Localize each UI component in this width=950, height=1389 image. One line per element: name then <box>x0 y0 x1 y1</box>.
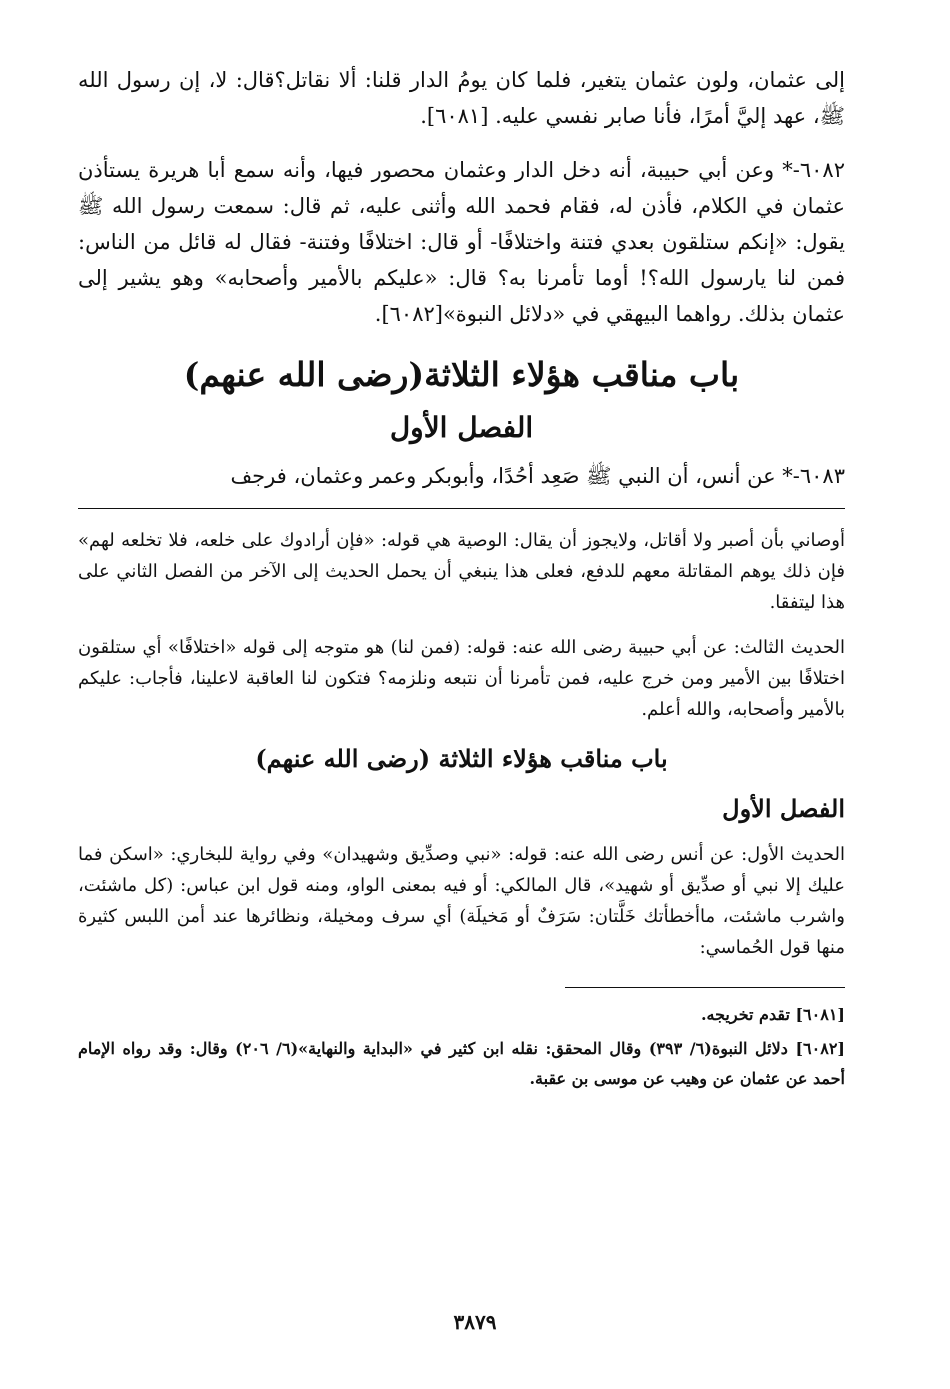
section-title: الفصل الأول <box>389 411 534 444</box>
commentary-paragraph: الحديث الأول: عن أنس رضى الله عنه: قوله: «نبي وصدِّيق وشهيدان» وفي رواية للبخاري: «اسكن فما عليك إلا نبي أو صدِّيق أو شهيد»، قال المالكي: أو فيه بمعنى الواو، ومنه قول ابن عباس: (كل ماشئت، واشرب ماشئت، ماأخطأتك خَلَّتان: سَرَفٌ أو مَخيلَة) أي سرف ومخيلة، ونظائرها عند أمن اللبس كثيرة منها قول الحُماسي: <box>78 844 845 958</box>
commentary-chapter-title: باب مناقب هؤلاء الثلاثة (رضى الله عنهم) <box>255 744 668 773</box>
footnote-6082: [٦٠٨٢] دلائل النبوة(٦/ ٣٩٣) وقال المحقق: نقله ابن كثير في «البداية والنهاية»(٦/ ٢٠٦) وقال: وقد رواه الإمام أحمد عن عثمان عن وهيب عن موسى بن عقبة. <box>78 1039 845 1088</box>
page-number: ٣٨٧٩ <box>453 1310 497 1334</box>
footnote-6081: [٦٠٨١] تقدم تخريجه. <box>700 1005 845 1024</box>
hadith-paragraph-6082: ٦٠٨٢-* وعن أبي حبيبة، أنه دخل الدار وعثمان محصور فيها، وأنه سمع أبا هريرة يستأذن عثمان في الكلام، فأذن له، فقام فحمد الله وأثنى عليه، ثم قال: سمعت رسول الله ﷺ يقول: «إنكم ستلقون بعدي فتنة واختلافًا- أو قال: اختلافًا وفتنة- فقال له قائل من الناس: فمن لنا يارسول الله؟! أوما تأمرنا به؟ قال: «عليكم بالأمير وأصحابه» وهو يشير إلى عثمان بذلك. رواهما البيهقي في «دلائل النبوة»[٦٠٨٢]. <box>78 158 845 326</box>
chapter-title: باب مناقب هؤلاء الثلاثة(رضى الله عنهم) <box>183 355 740 394</box>
footnotes <box>78 1000 845 1094</box>
footnote-divider <box>565 987 845 988</box>
commentary-text <box>78 525 845 963</box>
hadith-paragraph-6083: ٦٠٨٣-* عن أنس، أن النبي ﷺ صَعِد أحُدًا، وأبوبكر وعمر وعثمان، فرجف <box>230 464 845 488</box>
commentary-divider <box>78 508 845 509</box>
commentary-paragraph: الحديث الثالث: عن أبي حبيبة رضى الله عنه: قوله: (فمن لنا) هو متوجه إلى قوله «اختلافًا» أي ستلقون اختلافًا بين الأمير ومن خرج عليه، فمن تأمرنا أن نتبعه ونلزمه؟ فتكون لنا العاقبة لاعلينا، فأجاب: عليكم بالأمير وأصحابه، والله أعلم. <box>78 637 845 720</box>
hadith-paragraph-continuation: إلى عثمان، ولون عثمان يتغير، فلما كان يومُ الدار قلنا: ألا نقاتل؟قال: لا، إن رسول الله ﷺ، عهد إليَّ أمرًا، فأنا صابر نفسي عليه. [٦٠٨١]. <box>78 68 845 128</box>
main-text <box>78 62 845 494</box>
commentary-paragraph: أوصاني بأن أصبر ولا أقاتل، ولايجوز أن يقال: الوصية هي قوله: «فإن أرادوك على خلعه، فلا تخلعه لهم» فإن ذلك يوهم المقاتلة معهم للدفع، فعلى هذا ينبغي أن يحمل الحديث إلى الآخر من الفصل الثاني على هذا ليتفقا. <box>78 530 846 613</box>
commentary-section-title: الفصل الأول <box>722 794 845 823</box>
